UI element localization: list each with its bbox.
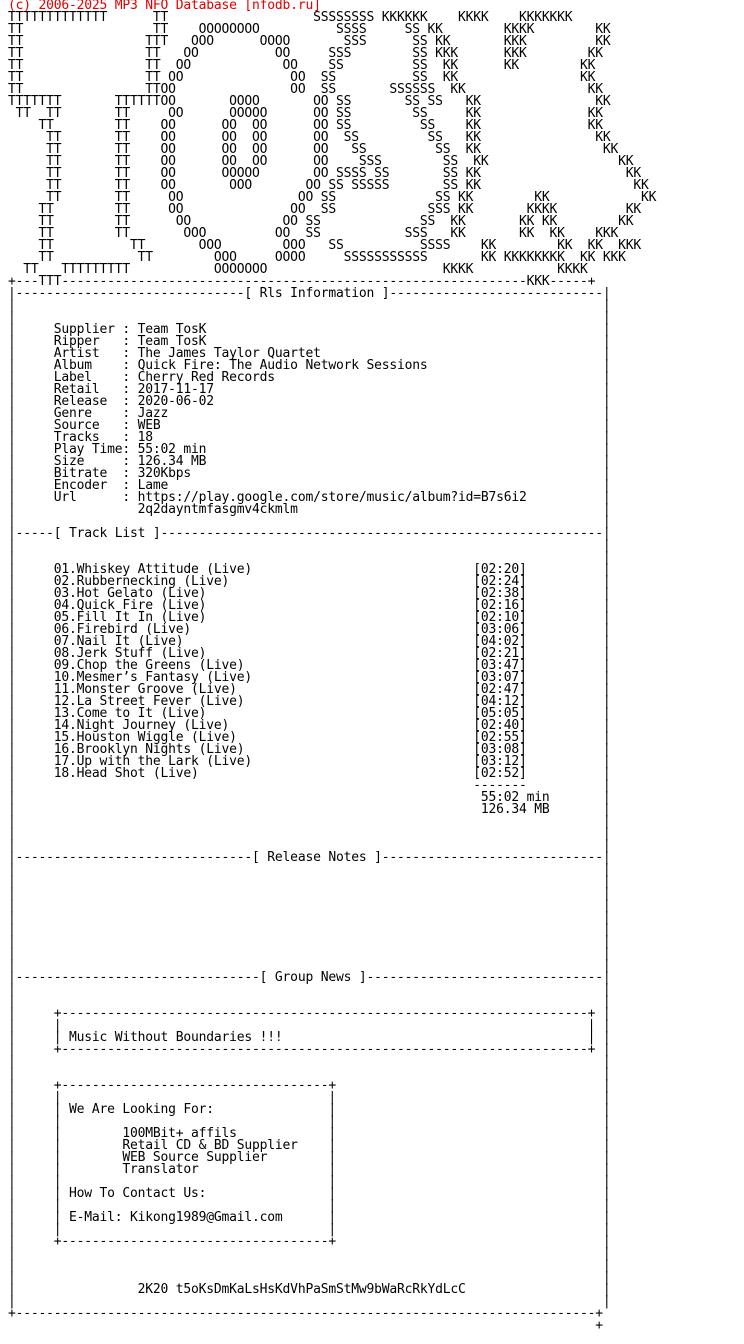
nfo-document bbox=[8, 0, 656, 1332]
nfo-credit-line: (c) 2006-2025 MP3 NFO Database [nfodb.ru] bbox=[8, 0, 321, 13]
nfo-body: TTTTTTTTTTTTT TT SSSSSSSS KKKKKK KKKK KKKKKKK TT TT OOOOOOOO SSSS SS KK KKKK KK TT TTT OOO OOOO SSS SS KK KKK KK TT TT OO OO SSS SS KKK KKK KK TT TT OO OO SS SS KK KK KK TT TT OO OO SS SS KK KK TT TTOO OO SS SSSSSS KK KK TTTTTTT TTTTTTOO OOOO OO SS SS SS KK KK TT TT TT OO OOOOO OO SS SS KK KK TT TT OO OO OO OO SS SS KK KK TT TT OO OO OO OO SS SS KK KK TT TT OO OO OO OO SS SS KK KK TT TT OO OO OO OO SSS SS KK KK TT TT OO OOOOO OO SSSS SS SS KK KK TT TT OO OOO OO SS SSSSS SS KK KK TT TT OO OO SS SS KK KK KK TT TT OO OO SS SSS KK KKKK KK TT TT OO OO SS SS KK KK KK KK TT TT OOO OO SS SSS KK KK KK KKK TT TT OOO OOO SS SSSS KK KK KK KKK TT TT OOO OOOO SSSSSSSSSSS KK KKKKKKKK KK KKK TT TTTTTTTTT OOOOOOO KKKK KKKK +---TTT-------------------------------------------------------------KKK-----+ |------------------------------[ Rls Information ]----------------------------| | | | | | Supplier : Team TosK | | Ripper : Team TosK | | Artist : The James Taylor Quartet | | Album : Quick Fire: The Audio Network Sessions | | Label : Cherry Red Records | | Retail : 2017-11-17 | | Release : 2020-06-02 | | Genre : Jazz | | Source : WEB | | Tracks : 18 | | Play Time: 55:02 min | | Size : 126.34 MB | | Bitrate : 320Kbps | | Encoder : Lame | | Url : https://play.google.com/store/music/album?id=B7s6i2 | | 2q2dayntmfasgmv4ckmlm | | | |-----[ Track List ]----------------------------------------------------------| | | | | | 01.Whiskey Attitude (Live) [02:20] | | 02.Rubbernecking (Live) [02:24] | | 03.Hot Gelato (Live) [02:38] | | 04.Quick Fire (Live) [02:16] | | 05.Fill It In (Live) [02:10] | | 06.Firebird (Live) [03:06] | | 07.Nail It (Live) [04:02] | | 08.Jerk Stuff (Live) [02:21] | | 09.Chop the Greens (Live) [03:47] | | 10.Mesmer’s Fantasy (Live) [03:07] | | 11.Monster Groove (Live) [02:47] | | 12.La Street Fever (Live) [04:12] | | 13.Come to It (Live) [05:05] | | 14.Night Journey (Live) [02:40] | | 15.Houston Wiggle (Live) [02:55] | | 16.Brooklyn Nights (Live) [03:08] | | 17.Up with the Lark (Live) [03:12] | | 18.Head Shot (Live) [02:52] | | ------- | | 55:02 min | | 126.34 MB | | | | | | | |-------------------------------[ Release Notes ]-----------------------------| | | | | | | | | | | | | | | | | | | |--------------------------------[ Group News ]-------------------------------| | | | | | +---------------------------------------------------------------------+ | | | | | | | Music Without Boundaries !!! | | | +---------------------------------------------------------------------+ | | | | | | +-----------------------------------+ | | | | | | | We Are Looking For: | | | | | | | | 100MBit+ affils | | | | Retail CD & BD Supplier | | | | WEB Source Supplier | | | | Translator | | | | | | | | How To Contact Us: | | | | | | | | E-Mail: Kikong1989@Gmail.com | | | | | | | +-----------------------------------+ | | | | | | | | 2K20 t5oKsDmKaLsHsKdVhPaSmStMw9bWaRcRkYdLcC | | | +----------------------------------------------------------------------------+ + bbox=[8, 10, 657, 1333]
